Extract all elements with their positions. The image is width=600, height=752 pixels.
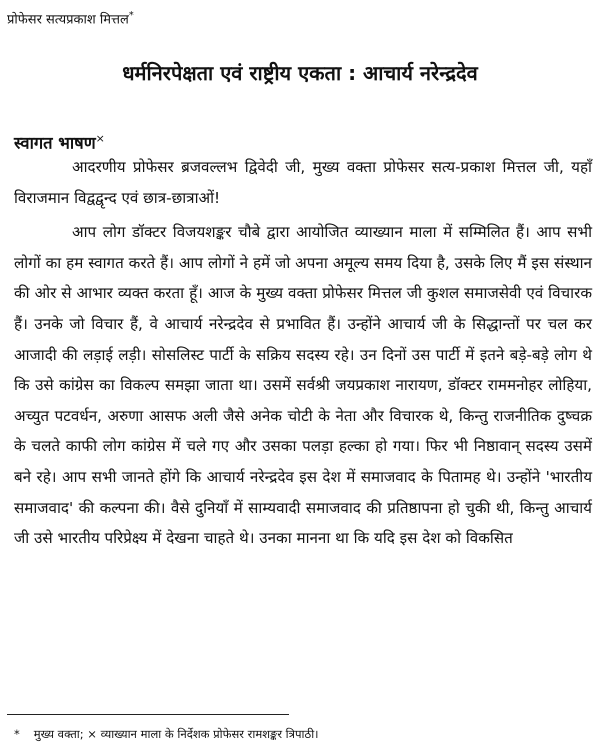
running-head xyxy=(7,8,134,28)
footnote-mark: * xyxy=(14,727,20,741)
footnote-rule xyxy=(7,714,289,715)
section-heading-text: स्वागत भाषण xyxy=(14,133,96,153)
footnote xyxy=(14,726,319,742)
running-head-mark: * xyxy=(128,10,134,21)
body-text xyxy=(14,152,592,554)
section-heading-mark: × xyxy=(95,132,105,145)
section-heading xyxy=(14,128,105,155)
footnote-text: मुख्य वक्ता; × व्याख्यान माला के निर्देशक प्रोफेसर रामशङ्कर त्रिपाठी। xyxy=(33,727,319,741)
paragraph-2: आप लोग डॉक्टर विजयशङ्कर चौबे द्वारा आयोजित व्याख्यान माला में सम्मिलित हैं। आप सभी लोगों का हम स्वागत करते हैं। आप लोगों ने हमें जो अपना अमूल्य समय दिया है, उसके लिए मैं इस संस्थान की ओर से आभार व्यक्त करता हूँ। आज के मुख्य वक्ता प्रोफेसर मित्तल जी कुशल समाजसेवी एवं विचारक हैं। उनके जो विचार हैं, वे आचार्य नरेन्द्रदेव से प्रभावित हैं। उन्होंने आचार्य जी के सिद्धान्तों पर चल कर आजादी की लड़ाई लड़ी। सोसलिस्ट पार्टी के सक्रिय सदस्य रहे। उन दिनों उस पार्टी में इतने बड़े-बड़े लोग थे कि उसे कांग्रेस का विकल्प समझा जाता था। उसमें सर्वश्री जयप्रकाश नारायण, डॉक्टर राममनोहर लोहिया, अच्युत पटवर्धन, अरुणा आसफ अली जैसे अनेक चोटी के नेता और विचारक थे, किन्तु राजनीतिक दुष्चक्र के चलते काफी लोग कांग्रेस में चले गए और उसका पलड़ा हल्का हो गया। फिर भी निष्ठावान् सदस्य उसमें बने रहे। आप सभी जानते होंगे कि आचार्य नरेन्द्रदेव इस देश में समाजवाद के पितामह थे। उन्होंने 'भारतीय समाजवाद' की कल्पना की। वैसे दुनियाँ में साम्यवादी समाजवाद की प्रतिष्ठापना हो चुकी थी, किन्तु आचार्य जी उसे भारतीय परिप्रेक्ष्य में देखना चाहते थे। उनका मानना था कि यदि इस देश को विकसित xyxy=(14,223,592,548)
paragraph-1: आदरणीय प्रोफेसर ब्रजवल्लभ द्विवेदी जी, मुख्य वक्ता प्रोफेसर सत्य-प्रकाश मित्तल जी, यहाँ विराजमान विद्वद्वृन्द एवं छात्र-छात्राओं! xyxy=(14,158,592,207)
running-head-text: प्रोफेसर सत्यप्रकाश मित्तल xyxy=(7,12,129,28)
page-title: धर्मनिरपेक्षता एवं राष्ट्रीय एकता : आचार्य नरेन्द्रदेव xyxy=(122,61,478,85)
